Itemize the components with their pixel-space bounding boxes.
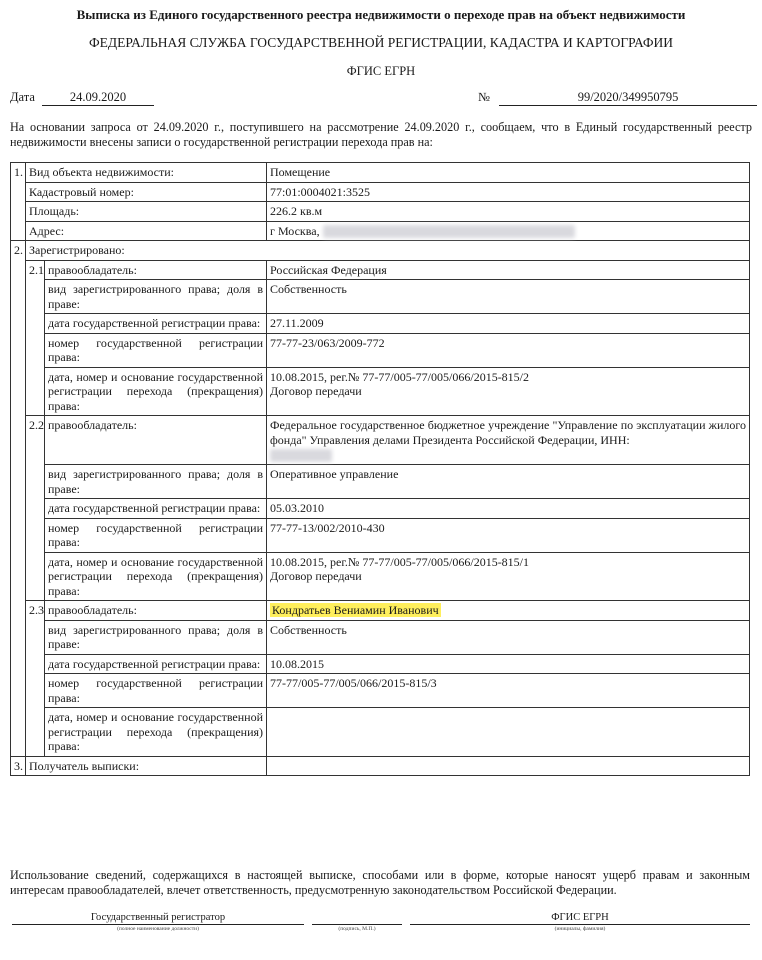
area-label: Площадь: xyxy=(26,202,267,222)
cadastral-label: Кадастровый номер: xyxy=(26,182,267,202)
cadastral-value: 77:01:0004021:3525 xyxy=(267,182,750,202)
date-label: Дата xyxy=(10,90,35,104)
number-label: № xyxy=(478,90,490,104)
table-row xyxy=(11,499,750,519)
registrar-signature-block xyxy=(12,912,304,932)
address-label: Адрес: xyxy=(26,221,267,241)
section-number: 1. xyxy=(11,163,26,241)
right-type-label: вид зарегистрированного права; доля в праве: xyxy=(45,620,267,654)
table-row xyxy=(11,518,750,552)
address-value: г Москва, xyxy=(270,223,320,238)
table-row xyxy=(11,333,750,367)
reg-number-label: номер государственной регистрации права: xyxy=(45,518,267,552)
registrar-caption: (полное наименование должности) xyxy=(117,926,199,932)
area-value: 226.2 кв.м xyxy=(267,202,750,222)
basis-value: 10.08.2015, рег.№ 77-77/005-77/005/066/2015-815/1 xyxy=(270,554,530,569)
reg-number-label: номер государственной регистрации права: xyxy=(45,333,267,367)
table-row xyxy=(11,280,750,314)
address-cell xyxy=(267,221,750,241)
holder-cell xyxy=(267,416,750,465)
basis-cell xyxy=(267,367,750,416)
basis-document: Договор передачи xyxy=(270,569,362,583)
basis-label: дата, номер и основание государственной регистрации перехода (прекращения) права: xyxy=(45,367,267,416)
recipient-label: Получатель выписки: xyxy=(26,756,267,776)
date-line xyxy=(10,90,154,106)
reg-number-value: 77-77-23/063/2009-772 xyxy=(267,333,750,367)
registered-label: Зарегистрировано: xyxy=(26,241,750,261)
basis-cell xyxy=(267,708,750,757)
object-type-label: Вид объекта недвижимости: xyxy=(26,163,267,183)
table-row xyxy=(11,367,750,416)
signer-caption: (инициалы, фамилия) xyxy=(554,926,606,932)
reg-date-value: 27.11.2009 xyxy=(267,314,750,334)
name-signature-block xyxy=(410,912,750,932)
holder-value: Федеральное государственное бюджетное учреждение "Управление по эксплуатации жилого фонда" Управления делами Президента Российской Федерации, ИНН: xyxy=(270,418,746,447)
right-type-value: Оперативное управление xyxy=(267,465,750,499)
reg-date-label: дата государственной регистрации права: xyxy=(45,314,267,334)
reg-date-value: 05.03.2010 xyxy=(267,499,750,519)
reg-date-label: дата государственной регистрации права: xyxy=(45,654,267,674)
document-title: Выписка из Единого государственного реестра недвижимости о переходе прав на объект недвижимости xyxy=(76,7,686,22)
object-type-value: Помещение xyxy=(267,163,750,183)
recipient-value xyxy=(267,756,750,776)
reg-date-label: дата государственной регистрации права: xyxy=(45,499,267,519)
holder-value-highlighted: Кондратьев Вениамин Иванович xyxy=(272,603,439,617)
number-line xyxy=(478,90,757,106)
table-row xyxy=(11,552,750,601)
registrar-title: Государственный регистратор xyxy=(12,912,304,925)
basis-value: 10.08.2015, рег.№ 77-77/005-77/005/066/2015-815/2 xyxy=(270,369,530,384)
table-row xyxy=(11,221,750,241)
holder-cell xyxy=(267,601,750,621)
holder-value: Российская Федерация xyxy=(267,260,750,280)
reg-number-label: номер государственной регистрации права: xyxy=(45,674,267,708)
table-row xyxy=(11,654,750,674)
table-row xyxy=(11,756,750,776)
table-row xyxy=(11,260,750,280)
table-row xyxy=(11,601,750,621)
subsection-number: 2.2 xyxy=(26,416,45,601)
signature-line xyxy=(312,912,402,925)
basis-cell xyxy=(267,552,750,601)
redacted-address xyxy=(323,225,575,238)
intro-paragraph: На основании запроса от 24.09.2020 г., поступившего на рассмотрение 24.09.2020 г., сообщаем, что в Единый государственный реестр недвижимости внесены записи о государственной регистрации перехода прав на: xyxy=(10,120,752,149)
signer-name: ФГИС ЕГРН xyxy=(410,912,750,925)
reg-number-value: 77-77-13/002/2010-430 xyxy=(267,518,750,552)
holder-label: правообладатель: xyxy=(45,416,267,465)
reg-number-value: 77-77/005-77/005/066/2015-815/3 xyxy=(267,674,750,708)
table-row xyxy=(11,620,750,654)
system-name: ФГИС ЕГРН xyxy=(346,64,416,78)
holder-label: правообладатель: xyxy=(45,260,267,280)
table-row xyxy=(11,416,750,465)
table-row xyxy=(11,202,750,222)
table-row xyxy=(11,163,750,183)
reg-date-value: 10.08.2015 xyxy=(267,654,750,674)
right-type-value: Собственность xyxy=(267,280,750,314)
basis-label: дата, номер и основание государственной регистрации перехода (прекращения) права: xyxy=(45,708,267,757)
table-row xyxy=(11,182,750,202)
table-row xyxy=(11,708,750,757)
right-type-value: Собственность xyxy=(267,620,750,654)
number-value: 99/2020/349950795 xyxy=(499,90,757,106)
legal-footnote: Использование сведений, содержащихся в настоящей выписке, способами или в форме, которые наносят ущерб правам и законным интересам правообладателей, влечет ответственность, предусмотренную законодательством Российской Федерации. xyxy=(10,868,750,897)
table-row xyxy=(11,314,750,334)
table-row xyxy=(11,465,750,499)
subsection-number: 2.3 xyxy=(26,601,45,757)
table-row xyxy=(11,674,750,708)
basis-document: Договор передачи xyxy=(270,384,362,399)
agency-name: ФЕДЕРАЛЬНАЯ СЛУЖБА ГОСУДАРСТВЕННОЙ РЕГИСТРАЦИИ, КАДАСТРА И КАРТОГРАФИИ xyxy=(88,35,674,50)
basis-label: дата, номер и основание государственной регистрации перехода (прекращения) права: xyxy=(45,552,267,601)
right-type-label: вид зарегистрированного права; доля в праве: xyxy=(45,280,267,314)
signature-block xyxy=(312,912,402,932)
records-table xyxy=(10,162,750,776)
right-type-label: вид зарегистрированного права; доля в праве: xyxy=(45,465,267,499)
section-number: 3. xyxy=(11,756,26,776)
table-row xyxy=(11,241,750,261)
section-number: 2. xyxy=(11,241,26,756)
signature-caption: (подпись, М.П.) xyxy=(338,926,376,932)
date-value: 24.09.2020 xyxy=(42,90,154,106)
redacted-inn xyxy=(270,449,332,462)
holder-label: правообладатель: xyxy=(45,601,267,621)
subsection-number: 2.1 xyxy=(26,260,45,416)
